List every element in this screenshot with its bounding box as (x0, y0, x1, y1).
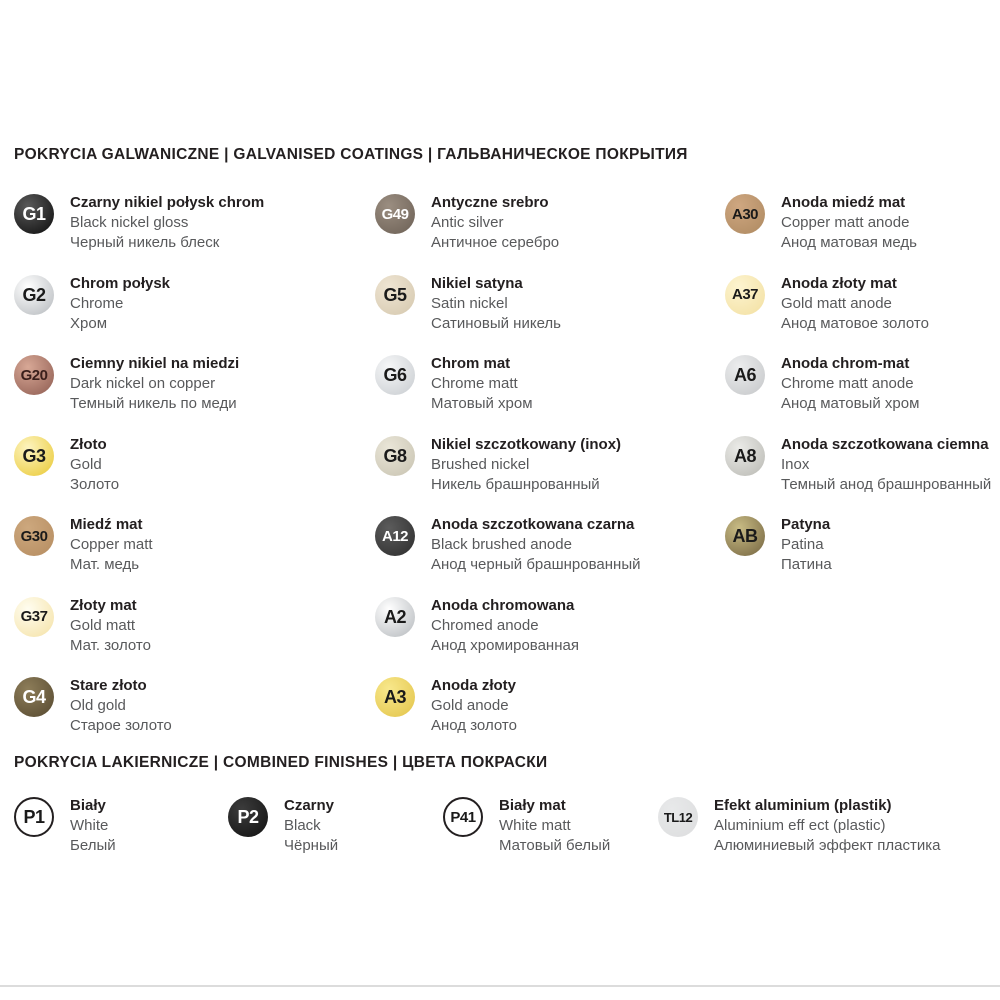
finish-name-en: Copper matt (70, 536, 153, 553)
finish-color-swatch (375, 677, 415, 717)
finish-name-ru: Анод черный брашнрованный (431, 556, 641, 573)
finish-name-ru: Темный анод брашнрованный (781, 475, 992, 493)
finish-code-label: AB (732, 526, 758, 546)
finish-item (443, 796, 610, 856)
finish-name-en: Gold matt anode (781, 294, 892, 312)
finish-name-en: Aluminium eff ect (plastic) (714, 817, 886, 834)
finish-name-ru: Алюминиевый эффект пластика (714, 837, 941, 854)
finish-name-en: Black nickel gloss (70, 214, 189, 231)
finish-item (14, 676, 369, 736)
finish-name-pl: Nikiel szczotkowany (inox) (431, 435, 622, 453)
finish-name-pl: Ciemny nikiel na miedzi (70, 355, 240, 372)
finish-name-en: Chrome matt (431, 375, 518, 392)
finish-name-en: Black (284, 817, 321, 834)
finish-code-label: TL12 (663, 809, 693, 825)
finish-labels (70, 354, 239, 414)
finish-name-ru: Хром (70, 314, 108, 332)
finish-labels (431, 274, 561, 334)
finish-code-label: G6 (383, 365, 407, 385)
finish-color-swatch (725, 355, 765, 395)
finish-labels (431, 435, 621, 495)
finish-labels (781, 193, 917, 253)
finish-labels (781, 435, 991, 495)
finish-item (725, 193, 1000, 253)
finish-item (375, 193, 719, 253)
finish-name-ru: Патина (781, 556, 832, 573)
finish-name-en: Old gold (70, 697, 126, 714)
lacquer-swatch-row (14, 796, 986, 866)
galvanic-section-title: POKRYCIA GALWANICZNE | GALVANISED COATINGS | ГАЛЬВАНИЧЕСКОЕ ПОКРЫТИЯ (14, 146, 688, 163)
finish-name-en: Chrome matt anode (781, 375, 914, 392)
finish-name-pl: Biały (70, 797, 106, 814)
finish-color-swatch (725, 436, 765, 476)
finish-labels (70, 796, 116, 856)
finish-name-ru: Никель брашнрованный (431, 475, 600, 493)
finish-labels (781, 515, 832, 575)
finish-color-swatch (375, 194, 415, 234)
finish-code-label: P41 (450, 808, 476, 826)
finish-name-ru: Античное серебро (431, 234, 560, 251)
finish-name-ru: Матовый хром (431, 395, 533, 412)
finish-color-swatch (14, 436, 54, 476)
finish-name-pl: Czarny nikiel połysk chrom (70, 194, 265, 211)
finish-color-swatch (14, 194, 54, 234)
finish-name-ru: Сатиновый никель (431, 314, 561, 332)
finish-color-swatch (725, 194, 765, 234)
finish-name-ru: Старое золото (70, 717, 172, 734)
finish-name-pl: Złoto (70, 435, 107, 453)
finish-name-ru: Белый (70, 837, 116, 854)
finish-name-en: Chromed anode (431, 616, 539, 634)
finish-code-label: G30 (20, 527, 48, 545)
finish-item (725, 435, 1000, 495)
finish-code-label: P1 (23, 807, 45, 827)
finish-name-en: Satin nickel (431, 294, 508, 312)
finish-code-label: A6 (733, 365, 756, 385)
finish-labels (431, 596, 579, 656)
finish-name-en: Inox (781, 455, 810, 473)
finish-name-en: Brushed nickel (431, 455, 530, 473)
finish-code-label: P2 (237, 807, 259, 827)
finish-item (14, 274, 369, 334)
finish-name-ru: Анод матовое золото (781, 314, 929, 332)
finish-code-label: G5 (383, 284, 407, 305)
finish-color-swatch (228, 797, 268, 837)
finish-name-en: Gold anode (431, 697, 509, 714)
finish-color-swatch (375, 516, 415, 556)
finish-color-swatch (14, 355, 54, 395)
finish-name-pl: Anoda złoty mat (781, 274, 897, 292)
finish-name-en: Black brushed anode (431, 536, 572, 553)
finish-name-pl: Anoda miedź mat (781, 194, 906, 211)
finish-name-pl: Antyczne srebro (431, 194, 549, 211)
finish-name-ru: Анод матовая медь (781, 234, 917, 251)
finish-name-pl: Anoda chromowana (431, 596, 575, 614)
finish-name-ru: Анод матовый хром (781, 395, 920, 412)
finish-name-ru: Матовый белый (499, 837, 611, 854)
finish-name-pl: Efekt aluminium (plastik) (714, 797, 892, 814)
finish-code-label: A8 (733, 445, 756, 466)
finish-labels (499, 796, 610, 856)
finish-item (14, 435, 369, 495)
finish-code-label: A2 (383, 606, 406, 627)
finish-code-label: G3 (22, 445, 46, 466)
finish-item (375, 354, 719, 414)
finish-code-label: G20 (20, 366, 48, 384)
finish-code-label: A37 (731, 286, 759, 303)
finish-labels (431, 193, 559, 253)
finish-name-ru: Чёрный (284, 837, 339, 854)
finish-item (725, 354, 1000, 414)
galvanic-column-3 (725, 193, 1000, 596)
finish-name-ru: Черный никель блеск (70, 234, 220, 251)
finish-color-swatch (375, 355, 415, 395)
finish-name-ru: Анод золото (431, 717, 517, 734)
finish-name-pl: Anoda szczotkowana ciemna (781, 435, 989, 453)
finish-name-pl: Anoda chrom-mat (781, 355, 910, 372)
finish-name-en: Dark nickel on copper (70, 375, 216, 392)
finish-name-en: Chrome (70, 294, 124, 312)
finish-color-swatch (375, 436, 415, 476)
finish-name-pl: Nikiel satyna (431, 274, 523, 292)
finish-name-ru: Мат. золото (70, 636, 151, 654)
finish-labels (70, 193, 264, 253)
finish-name-en: Gold matt (70, 616, 136, 634)
finish-labels (431, 676, 517, 736)
finish-name-pl: Patyna (781, 516, 831, 533)
finish-name-en: White matt (499, 817, 571, 834)
finish-labels (431, 515, 640, 575)
finish-item (658, 796, 940, 856)
finish-item (14, 193, 369, 253)
finish-name-en: Patina (781, 536, 824, 553)
finish-name-ru: Анод хромированная (431, 636, 579, 654)
finish-code-label: G2 (22, 284, 46, 305)
finish-labels (781, 274, 929, 334)
finish-name-en: Copper matt anode (781, 214, 910, 231)
finish-item (14, 796, 116, 856)
finish-color-swatch (14, 516, 54, 556)
finish-item (725, 274, 1000, 334)
finish-name-en: Antic silver (431, 214, 504, 231)
finish-labels (714, 796, 940, 856)
lacquer-section-title: POKRYCIA LAKIERNICZE | COMBINED FINISHES | ЦВЕТА ПОКРАСКИ (14, 754, 548, 771)
finish-color-swatch (658, 797, 698, 837)
finish-name-ru: Мат. медь (70, 556, 140, 573)
finish-code-label: A30 (731, 205, 759, 223)
finish-item (725, 515, 1000, 575)
finish-name-en: White (70, 817, 109, 834)
finish-color-swatch (725, 516, 765, 556)
finish-item (375, 274, 719, 334)
galvanic-column-2 (375, 193, 719, 757)
finish-color-swatch (14, 597, 54, 637)
finish-color-swatch (375, 597, 415, 637)
finish-code-label: G49 (381, 205, 409, 223)
bottom-divider (0, 985, 1000, 987)
finish-labels (284, 796, 338, 856)
finish-code-label: G37 (20, 608, 48, 625)
finish-color-swatch (443, 797, 483, 837)
finish-name-pl: Złoty mat (70, 596, 137, 614)
finish-item (375, 596, 719, 656)
finish-labels (431, 354, 533, 414)
finish-code-label: G8 (383, 445, 407, 466)
finish-labels (70, 676, 172, 736)
finish-item (375, 515, 719, 575)
finish-code-label: G4 (22, 687, 46, 707)
finish-name-ru: Темный никель по меди (70, 395, 237, 412)
finish-color-swatch (375, 275, 415, 315)
finish-name-en: Gold (70, 455, 102, 473)
finish-item (14, 354, 369, 414)
finish-color-swatch (14, 275, 54, 315)
finish-code-label: A12 (381, 527, 409, 545)
finish-name-pl: Czarny (284, 797, 335, 814)
finish-item (375, 435, 719, 495)
finish-code-label: A3 (383, 687, 406, 707)
finish-name-pl: Anoda szczotkowana czarna (431, 516, 635, 533)
finish-name-pl: Anoda złoty (431, 677, 516, 694)
finish-name-pl: Chrom mat (431, 355, 511, 372)
finish-name-pl: Miedź mat (70, 516, 143, 533)
finish-item (375, 676, 719, 736)
finish-item (14, 596, 369, 656)
finish-item (228, 796, 338, 856)
finish-labels (70, 435, 119, 495)
finish-color-swatch (14, 797, 54, 837)
finish-item (14, 515, 369, 575)
finish-name-ru: Золото (70, 475, 120, 493)
finish-name-pl: Biały mat (499, 797, 566, 814)
finish-labels (781, 354, 919, 414)
finish-color-swatch (14, 677, 54, 717)
galvanic-column-1 (14, 193, 369, 757)
finish-labels (70, 274, 170, 334)
finish-name-pl: Chrom połysk (70, 274, 171, 292)
finish-code-label: G1 (22, 204, 46, 224)
finish-labels (70, 596, 151, 656)
finish-name-pl: Stare złoto (70, 677, 147, 694)
finish-labels (70, 515, 153, 575)
finish-color-swatch (725, 275, 765, 315)
